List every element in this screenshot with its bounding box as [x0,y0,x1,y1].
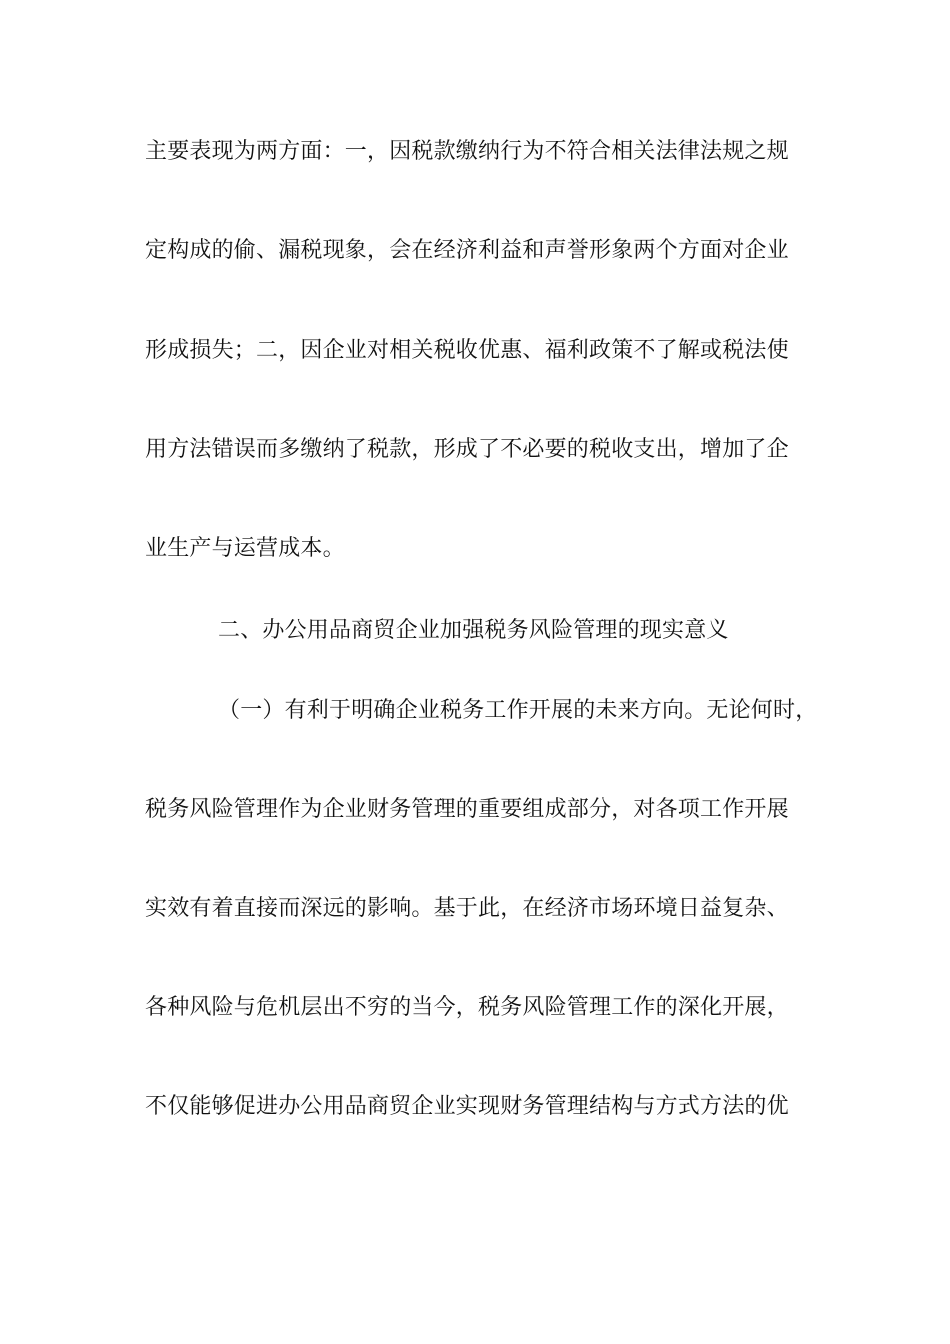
paragraph-line-3: 形成损失；二，因企业对相关税收优惠、福利政策不了解或税法使 [145,338,789,363]
paragraph-line-8: 税务风险管理作为企业财务管理的重要组成部分，对各项工作开展 [145,797,789,822]
subsection-first-line: （一）有利于明确企业税务工作开展的未来方向。无论何时， [218,698,818,723]
section-heading: 二、办公用品商贸企业加强税务风险管理的现实意义 [218,618,729,643]
paragraph-line-9: 实效有着直接而深远的影响。基于此，在经济市场环境日益复杂、 [145,896,789,921]
paragraph-line-11: 不仅能够促进办公用品商贸企业实现财务管理结构与方式方法的优 [145,1094,789,1119]
paragraph-line-5: 业生产与运营成本。 [145,536,345,561]
paragraph-line-10: 各种风险与危机层出不穷的当今，税务风险管理工作的深化开展， [145,995,789,1020]
paragraph-line-4: 用方法错误而多缴纳了税款，形成了不必要的税收支出，增加了企 [145,437,789,462]
paragraph-line-2: 定构成的偷、漏税现象，会在经济利益和声誉形象两个方面对企业 [145,238,789,263]
paragraph-line-1: 主要表现为两方面：一，因税款缴纳行为不符合相关法律法规之规 [145,139,789,164]
